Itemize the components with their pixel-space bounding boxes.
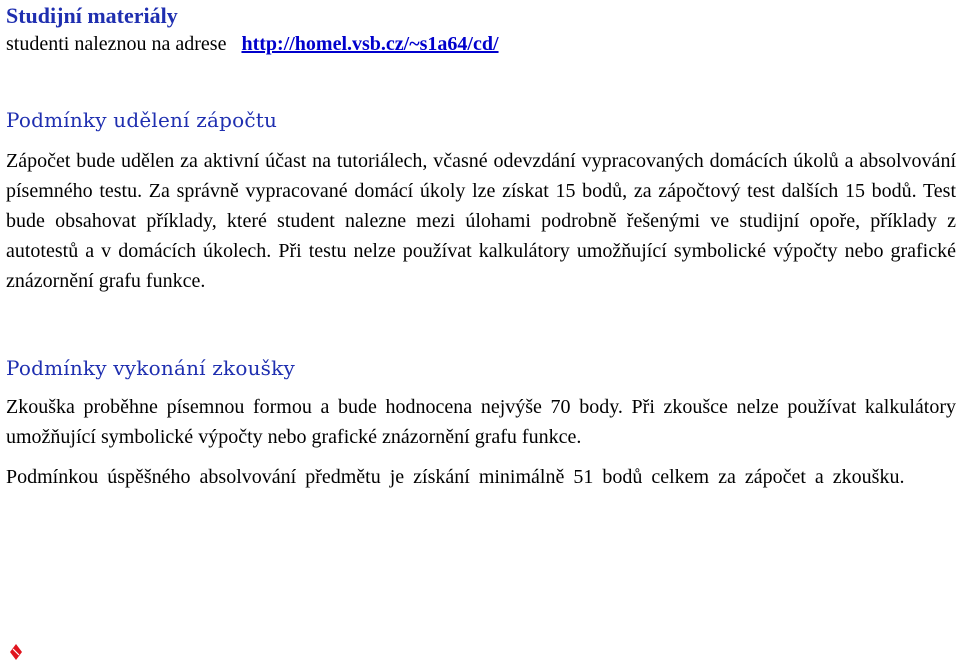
credit-paragraph: Zápočet bude udělen za aktivní účast na tutoriálech, včasné odevzdání vypracovaných domácích úkolů a absolvování písemného testu. Za správně vypracované domácí úkoly lze získat 15 bodů, za zápočtový test dalších 15 bodů. Test bude obsahovat příklady, které student nalezne mezi úlohami podrobně řešenými ve studijní opoře, příklady z autotestů a v domácích úkolech. Při testu nelze používat kalkulátory umožňující symbolické výpočty nebo grafické znázornění grafu funkce. — [6, 150, 956, 292]
exam-heading: Podmínky vykonání zkoušky — [6, 356, 295, 380]
materials-link[interactable]: http://homel.vsb.cz/~s1a64/cd/ — [241, 33, 499, 55]
materials-heading: Studijní materiály — [6, 3, 178, 28]
credit-heading: Podmínky udělení zápočtu — [6, 108, 278, 132]
materials-intro — [6, 30, 499, 58]
exam-paragraph-1: Zkouška proběhne písemnou formou a bude hodnocena nejvýše 70 body. Při zkoušce nelze používat kalkulátory umožňující symbolické výpočty nebo grafické znázornění grafu funkce. — [6, 396, 956, 448]
exam-paragraph-2: Podmínkou úspěšného absolvování předmětu je získání minimálně 51 bodů celkem za zápočet a zkoušku. — [6, 466, 905, 488]
materials-intro-text: studenti naleznou na adrese — [6, 33, 227, 55]
red-diamond-icon — [8, 643, 24, 661]
